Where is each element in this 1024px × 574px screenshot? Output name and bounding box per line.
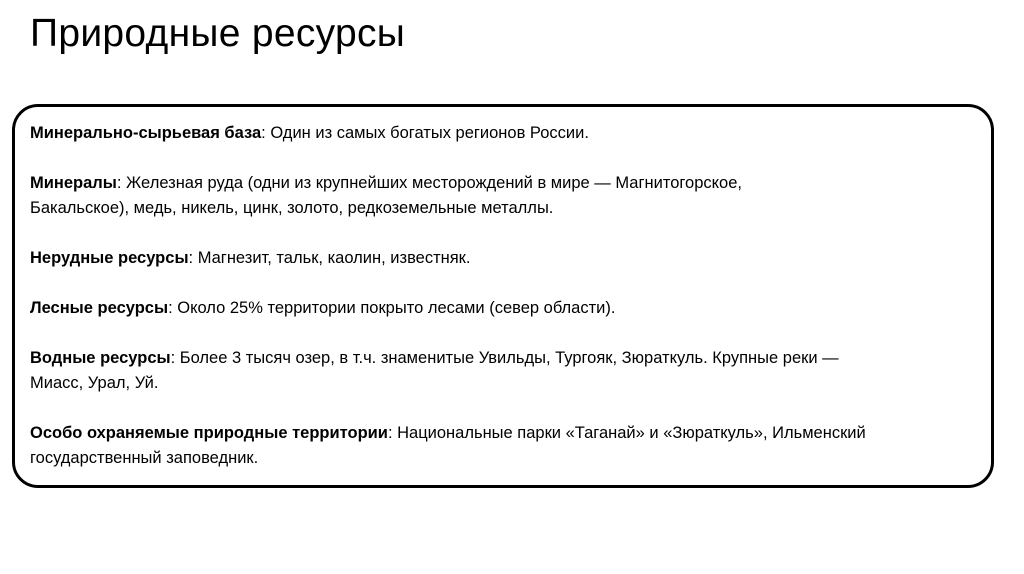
paragraph-text: : Магнезит, тальк, каолин, известняк. xyxy=(188,249,471,267)
paragraph-minerals xyxy=(30,171,977,221)
paragraph-label: Минерально-сырьевая база xyxy=(30,124,262,142)
paragraph-text: : Один из самых богатых регионов России. xyxy=(261,124,589,142)
slide-title: Природные ресурсы xyxy=(30,12,406,55)
paragraph-label: Нерудные ресурсы xyxy=(30,249,189,267)
content-box xyxy=(12,104,994,488)
paragraph-label: Минералы xyxy=(30,174,117,192)
paragraph-mineral-base xyxy=(30,121,977,146)
paragraph-text: : Более 3 тысяч озер, в т.ч. знаменитые Увильды, Тургояк, Зюраткуль. Крупные реки — Миасс, Урал, Уй. xyxy=(30,349,839,392)
paragraph-forest xyxy=(30,296,977,321)
paragraph-label: Особо охраняемые природные территории xyxy=(30,424,388,442)
paragraph-text: : Национальные парки «Таганай» и «Зюраткуль», Ильменский государственный заповедник. xyxy=(30,424,866,467)
paragraph-nonmetallic xyxy=(30,246,977,271)
paragraph-protected-areas xyxy=(30,421,977,471)
paragraph-label: Лесные ресурсы xyxy=(30,299,169,317)
paragraph-text: : Железная руда (одни из крупнейших месторождений в мире — Магнитогорское, Бакальское), медь, никель, цинк, золото, редкоземельные металлы. xyxy=(30,174,742,217)
paragraph-text: : Около 25% территории покрыто лесами (север области). xyxy=(168,299,616,317)
paragraph-water xyxy=(30,346,977,396)
paragraph-label: Водные ресурсы xyxy=(30,349,171,367)
